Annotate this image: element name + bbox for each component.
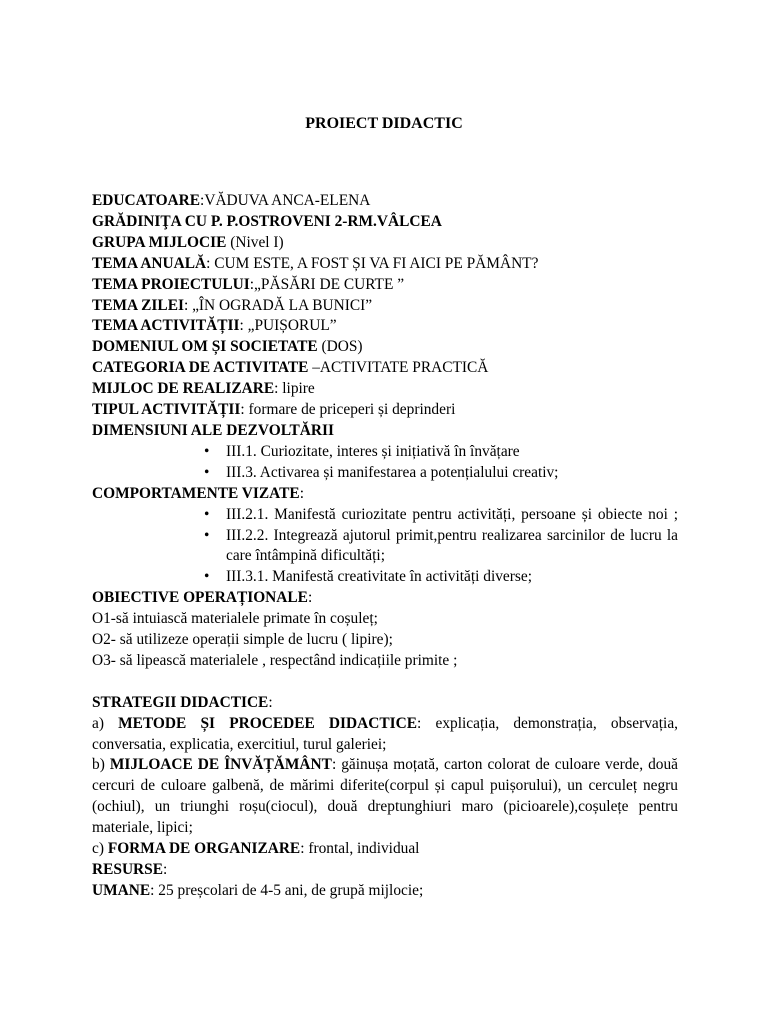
field-label: EDUCATOARE bbox=[92, 192, 201, 209]
list-item: • III.3. Activarea și manifestarea a potențialului creativ; bbox=[226, 463, 678, 484]
strategii-metode bbox=[92, 714, 678, 756]
item-label: MIJLOACE DE ÎNVĂȚĂMÂNT bbox=[109, 756, 332, 774]
list-item: • III.3.1. Manifestă creativitate în activități diverse; bbox=[226, 567, 678, 588]
spacer bbox=[92, 672, 678, 693]
field-tema-proiectului bbox=[92, 275, 678, 296]
field-tema-anuala bbox=[92, 254, 678, 275]
field-label: GRUPA MIJLOCIE bbox=[92, 233, 227, 251]
field-value: : CUM ESTE, A FOST ȘI VA FI AICI PE PĂMÂNT? bbox=[206, 254, 539, 272]
field-value: –ACTIVITATE PRACTICĂ bbox=[308, 359, 489, 377]
field-domeniul bbox=[92, 337, 678, 358]
obiective-heading bbox=[92, 588, 678, 609]
field-educatoare bbox=[92, 191, 678, 212]
field-label: DOMENIUL OM ȘI SOCIETATE bbox=[92, 338, 318, 356]
field-mijloc bbox=[92, 379, 678, 400]
dimensiuni-list bbox=[92, 442, 678, 484]
obiectiv-item: O2- să utilizeze operații simple de lucru ( lipire); bbox=[92, 631, 393, 649]
item-label: METODE ȘI PROCEDEE DIDACTICE bbox=[118, 714, 418, 732]
resurse-heading bbox=[92, 860, 678, 881]
list-item: • III.2.1. Manifestă curiozitate pentru activități, persoane și obiecte noi ; bbox=[226, 505, 678, 526]
field-label: TEMA ACTIVITĂȚII bbox=[92, 317, 240, 335]
field-label: MIJLOC DE REALIZARE bbox=[92, 380, 275, 398]
item-text: : frontal, individual bbox=[300, 840, 420, 858]
field-categoria bbox=[92, 358, 678, 379]
comportamente-list bbox=[92, 505, 678, 589]
obiectiv-item: O1-să intuiască materialele primate în coșuleț; bbox=[92, 610, 378, 628]
strategii-forma bbox=[92, 839, 678, 860]
item-text: : 25 preșcolari de 4-5 ani, de grupă mijlocie; bbox=[150, 881, 424, 899]
field-value: :VĂDUVA ANCA-ELENA bbox=[200, 192, 371, 209]
field-label: TEMA PROIECTULUI bbox=[92, 275, 250, 293]
field-value: :„PĂSĂRI DE CURTE ” bbox=[249, 275, 405, 293]
dimensiuni-heading: DIMENSIUNI ALE DEZVOLTĂRII bbox=[92, 421, 335, 439]
field-label: TIPUL ACTIVITĂȚII bbox=[92, 401, 241, 419]
obiectiv-item: O3- să lipească materialele , respectând indicațiile primite ; bbox=[92, 651, 458, 669]
field-value: : lipire bbox=[274, 380, 315, 398]
field-value: : „ÎN OGRADĂ LA BUNICI” bbox=[183, 296, 373, 314]
item-prefix: c) bbox=[92, 840, 108, 858]
field-tema-zilei bbox=[92, 296, 678, 317]
field-label: CATEGORIA DE ACTIVITATE bbox=[92, 359, 309, 377]
section-heading: COMPORTAMENTE VIZATE bbox=[92, 484, 300, 502]
field-value: (Nivel I) bbox=[226, 233, 284, 251]
document-body bbox=[92, 191, 678, 902]
section-heading: RESURSE bbox=[92, 860, 163, 878]
item-label: UMANE bbox=[92, 881, 151, 899]
heading-suffix: : bbox=[299, 484, 304, 502]
field-label: TEMA ANUALĂ bbox=[92, 254, 207, 272]
field-value: : formare de priceperi și deprinderi bbox=[240, 401, 456, 419]
document-title: PROIECT DIDACTIC bbox=[305, 115, 463, 132]
field-value: (DOS) bbox=[317, 338, 363, 356]
field-value: : „PUIȘORUL” bbox=[239, 317, 337, 335]
field-label: GRĂDINIŢA CU P. P.OSTROVENI 2-RM.VÂLCEA bbox=[92, 212, 442, 230]
field-label: TEMA ZILEI bbox=[92, 296, 184, 314]
comportamente-heading bbox=[92, 484, 678, 505]
resurse-umane bbox=[92, 881, 678, 902]
heading-suffix: : bbox=[268, 693, 273, 711]
strategii-heading bbox=[92, 693, 678, 714]
item-prefix: a) bbox=[92, 714, 119, 732]
item-label: FORMA DE ORGANIZARE bbox=[107, 840, 301, 858]
section-heading: OBIECTIVE OPERAȚIONALE bbox=[92, 589, 308, 607]
item-text: : găinușa moțată, carton colorat de culoare verde, două cercuri de culoare galbenă, de mărimi diferite(corpul și capul puișorului), un cerculeț negru (ochiul), un triunghi roșu(ciocul), două dreptunghiuri maro (picioarele),coșulețe pentru materiale, lipici; bbox=[92, 756, 678, 837]
field-tema-activitatii bbox=[92, 316, 678, 337]
section-heading: STRATEGII DIDACTICE bbox=[92, 693, 269, 711]
strategii-mijloace bbox=[92, 755, 678, 839]
field-gradinita bbox=[92, 212, 678, 233]
list-item: • III.1. Curiozitate, interes și inițiativă în învățare bbox=[226, 442, 678, 463]
item-prefix: b) bbox=[92, 756, 110, 774]
heading-suffix: : bbox=[163, 860, 168, 878]
field-tipul bbox=[92, 400, 678, 421]
field-grupa bbox=[92, 233, 678, 254]
heading-suffix: : bbox=[307, 589, 313, 607]
item-text: : explicația, demonstrația, observația, conversatia, explicatia, exercitiul, turul galeriei; bbox=[92, 714, 678, 753]
list-item: • III.2.2. Integrează ajutorul primit,pentru realizarea sarcinilor de lucru la care întâmpină dificultăți; bbox=[226, 526, 678, 568]
